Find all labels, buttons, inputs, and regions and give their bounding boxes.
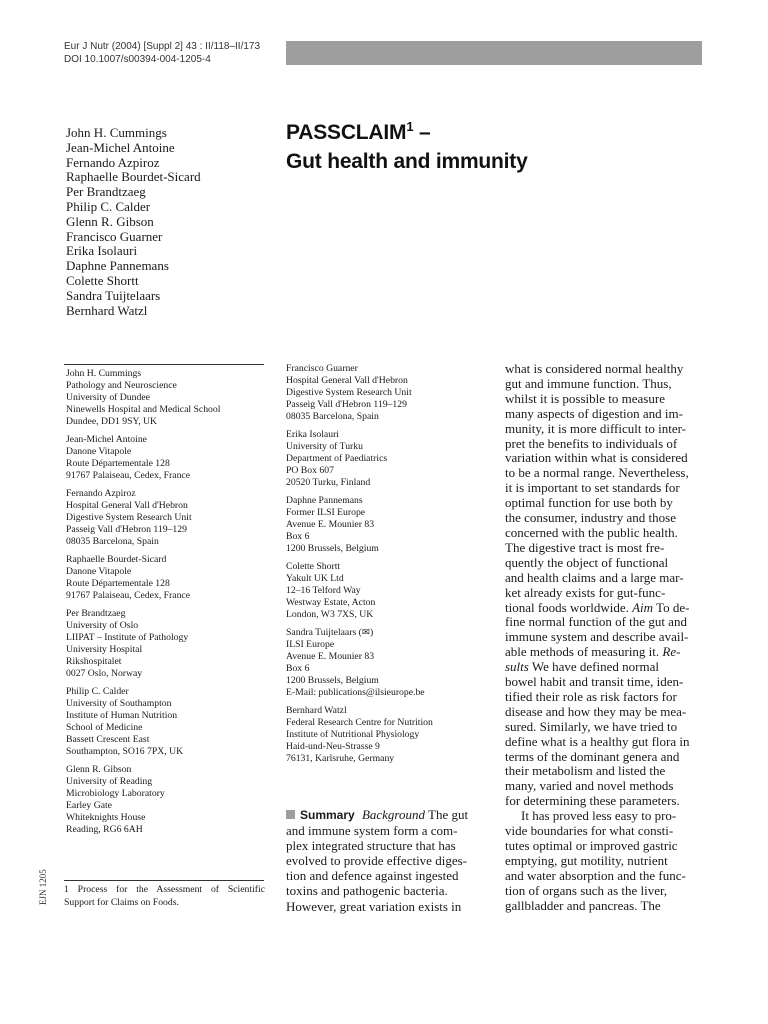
summary-square-icon	[286, 810, 295, 819]
affiliation-line: Former ILSI Europe	[286, 507, 366, 518]
affiliation	[66, 488, 276, 548]
author-name: Francisco Guarner	[66, 228, 163, 244]
affiliation-author: Jean-Michel Antoine	[66, 434, 147, 445]
affiliation-author: Glenn R. Gibson	[66, 764, 132, 775]
affiliation-author: Colette Shortt	[286, 561, 341, 572]
summary-line: evolved to provide effective diges-	[286, 853, 467, 869]
body-line: fine normal function of the gut and	[505, 614, 687, 630]
affiliation-line: 1200 Brussels, Belgium	[286, 543, 379, 554]
affiliation-line: Route Départementale 128	[66, 458, 170, 469]
affiliation	[286, 561, 486, 621]
affiliation-line: Digestive System Research Unit	[286, 387, 412, 398]
affiliation-line: 12–16 Telford Way	[286, 585, 361, 596]
affiliation-line: Institute of Nutritional Physiology	[286, 729, 420, 740]
author-name: Sandra Tuijtelaars	[66, 287, 161, 303]
affiliations-middle-column	[286, 363, 486, 771]
body-line: concerned with the public health.	[505, 524, 678, 540]
body-line: whilst it is possible to measure	[505, 390, 665, 406]
body-line: It has proved less easy to pro-	[521, 808, 677, 824]
article-title	[286, 118, 706, 176]
body-line: define what is a healthy gut flora in	[505, 733, 690, 749]
affiliation-line: Passeig Vall d'Hebron 119–129	[286, 399, 407, 410]
affiliation-line: 08035 Barcelona, Spain	[66, 536, 159, 547]
affiliation	[66, 554, 276, 602]
affiliation	[286, 705, 486, 765]
journal-line: Eur J Nutr (2004) [Suppl 2] 43 : II/118–II/173	[64, 41, 261, 52]
author-name: Philip C. Calder	[66, 198, 151, 214]
footnote	[64, 884, 265, 909]
affiliation-line: Pathology and Neuroscience	[66, 380, 177, 391]
body-line: pret the benefits to individuals of	[505, 435, 678, 451]
results-label: Re-	[662, 644, 681, 660]
affiliation-author: Francisco Guarner	[286, 363, 358, 374]
body-line: emptying, gut motility, nutrient	[505, 852, 668, 868]
affiliation-line: LIIPAT – Institute of Pathology	[66, 632, 189, 643]
affiliation-line: 1200 Brussels, Belgium	[286, 675, 379, 686]
body-line: bowel habit and transit time, iden-	[505, 674, 684, 690]
author-name: Jean-Michel Antoine	[66, 139, 175, 155]
journal-citation	[64, 40, 260, 66]
author-name: Bernhard Watzl	[66, 302, 148, 318]
header-bar	[286, 41, 702, 65]
body-line: gallbladder and pancreas. The	[505, 897, 661, 913]
body-line: many aspects of digestion and im-	[505, 405, 683, 421]
affiliation-line: Danone Vitapole	[66, 566, 132, 577]
affiliation	[66, 764, 276, 836]
affiliation-line: University of Southampton	[66, 698, 172, 709]
body-line: what is considered normal healthy	[505, 361, 684, 376]
body-line: their metabolism and listed the	[505, 763, 666, 779]
author-name: Per Brandtzaeg	[66, 184, 146, 200]
body-line: terms of the dominant genera and	[505, 748, 680, 764]
body-line: quently the object of functional	[505, 554, 669, 570]
affiliation	[286, 363, 486, 423]
body-line: and health claims and a large mar-	[505, 569, 684, 585]
affiliation-divider	[64, 364, 264, 365]
affiliation-line: Digestive System Research Unit	[66, 512, 192, 523]
body-line: immune system and describe avail-	[505, 629, 689, 645]
body-line: and water absorption and the func-	[505, 867, 686, 883]
footnote-line: Support for Claims on Foods.	[64, 896, 179, 908]
affiliation	[66, 686, 276, 758]
body-line: To de-	[653, 599, 690, 615]
footnote-divider	[64, 880, 264, 881]
body-line: it is important to set standards for	[505, 480, 680, 496]
affiliation-line: University of Dundee	[66, 392, 150, 403]
affiliation-line: Passeig Vall d'Hebron 119–129	[66, 524, 187, 535]
affiliation-author: Raphaelle Bourdet-Sicard	[66, 554, 167, 565]
affiliations-left-column	[66, 368, 276, 842]
body-line: ket already exists for gut-func-	[505, 584, 666, 600]
body-line: tified their role as risk factors for	[505, 688, 677, 704]
affiliation	[286, 429, 486, 489]
affiliation-line: University of Reading	[66, 776, 153, 787]
body-line: to be a normal range. Nevertheless,	[505, 465, 689, 481]
affiliation-author: Bernhard Watzl	[286, 705, 347, 716]
affiliation-line: Department of Paediatrics	[286, 453, 388, 464]
side-label: EJN 1205	[38, 869, 48, 905]
body-line: gut and immune function. Thus,	[505, 375, 672, 391]
affiliation-line: Reading, RG6 6AH	[66, 824, 143, 835]
affiliation-line: 76131, Karlsruhe, Germany	[286, 753, 395, 764]
affiliation-line: University of Turku	[286, 441, 363, 452]
affiliation-line: Yakult UK Ltd	[286, 573, 344, 584]
body-line: We have defined normal	[528, 659, 659, 675]
affiliation-line: 0027 Oslo, Norway	[66, 668, 143, 679]
doi-line: DOI 10.1007/s00394-004-1205-4	[64, 54, 211, 65]
affiliation	[66, 608, 276, 680]
author-name: Raphaelle Bourdet-Sicard	[66, 169, 201, 185]
affiliation-line: Microbiology Laboratory	[66, 788, 165, 799]
affiliation-line: Federal Research Centre for Nutrition	[286, 717, 433, 728]
affiliation-line: Rikshospitalet	[66, 656, 122, 667]
summary-background-label: Background	[361, 807, 426, 822]
affiliation	[286, 627, 486, 699]
affiliation-author: Sandra Tuijtelaars (✉)	[286, 627, 374, 638]
title-footnote-mark: 1	[406, 119, 414, 134]
author-name: John H. Cummings	[66, 125, 167, 140]
body-line: variation within what is considered	[505, 450, 688, 466]
author-name: Glenn R. Gibson	[66, 213, 154, 229]
affiliation-line: Whiteknights House	[66, 812, 146, 823]
body-line: munity, it is more difficult to inter-	[505, 420, 686, 436]
body-line: many, varied and novel methods	[505, 778, 674, 794]
affiliation-line: Bassett Crescent East	[66, 734, 150, 745]
affiliation-line: PO Box 607	[286, 465, 334, 476]
aim-label: Aim	[632, 599, 654, 615]
body-line: for determining these parameters.	[505, 793, 680, 809]
affiliation-line: Earley Gate	[66, 800, 112, 811]
summary-line: toxins and pathogenic bacteria.	[286, 883, 448, 899]
author-name: Daphne Pannemans	[66, 258, 169, 274]
body-line: optimal function for use both by	[505, 495, 673, 511]
affiliation-line: Box 6	[286, 663, 310, 674]
affiliation-line: Danone Vitapole	[66, 446, 132, 457]
affiliation-author: Erika Isolauri	[286, 429, 339, 440]
affiliation	[66, 434, 276, 482]
affiliation-author: Daphne Pannemans	[286, 495, 363, 506]
author-name: Colette Shortt	[66, 272, 139, 288]
body-line: tion of organs such as the liver,	[505, 882, 668, 898]
affiliation-author: John H. Cummings	[66, 368, 142, 379]
affiliation-line: ILSI Europe	[286, 639, 335, 650]
affiliation-line: School of Medicine	[66, 722, 143, 733]
affiliation-line: 08035 Barcelona, Spain	[286, 411, 379, 422]
body-line: vide boundaries for what consti-	[505, 823, 674, 839]
affiliation-line: Avenue E. Mounier 83	[286, 519, 375, 530]
body-line: tional foods worldwide.	[505, 599, 633, 615]
summary-line: However, great variation exists in	[286, 898, 462, 914]
title-dash: –	[413, 121, 431, 144]
summary-line: tion and defence against ingested	[286, 868, 459, 884]
affiliation-line: Hospital General Vall d'Hebron	[66, 500, 188, 511]
affiliation	[286, 495, 486, 555]
title-subtitle: Gut health and immunity	[286, 150, 528, 173]
body-line: able methods of measuring it.	[505, 644, 663, 660]
body-line: disease and how they may be mea-	[505, 703, 687, 719]
affiliation-line: University of Oslo	[66, 620, 139, 631]
body-line: sured. Similarly, we have tried to	[505, 718, 678, 734]
affiliation-line: London, W3 7XS, UK	[286, 609, 374, 620]
summary-label: Summary	[300, 808, 355, 822]
affiliation-line: Westway Estate, Acton	[286, 597, 376, 608]
affiliation-line[interactable]: E-Mail: publications@ilsieurope.be	[286, 687, 425, 698]
body-text-column	[505, 362, 705, 914]
affiliation-line: 91767 Palaiseau, Cedex, France	[66, 470, 191, 481]
affiliation-line: Southampton, SO16 7PX, UK	[66, 746, 184, 757]
body-line: the consumer, industry and those	[505, 510, 676, 526]
summary-block	[286, 807, 486, 914]
affiliation-line: 20520 Turku, Finland	[286, 477, 371, 488]
affiliation-author: Philip C. Calder	[66, 686, 129, 697]
affiliation-line: Dundee, DD1 9SY, UK	[66, 416, 158, 427]
body-line: The digestive tract is most fre-	[505, 539, 665, 555]
body-line: tutes optimal or improved gastric	[505, 838, 678, 853]
affiliation-line: Haid-und-Neu-Strasse 9	[286, 741, 380, 752]
author-list	[66, 126, 201, 318]
author-name: Fernando Azpiroz	[66, 154, 160, 170]
affiliation	[66, 368, 276, 428]
affiliation-line: University Hospital	[66, 644, 143, 655]
affiliation-author: Fernando Azpiroz	[66, 488, 136, 499]
results-label: sults	[505, 659, 529, 675]
affiliation-line: 91767 Palaiseau, Cedex, France	[66, 590, 191, 601]
affiliation-line: Route Départementale 128	[66, 578, 170, 589]
summary-line: and immune system form a com-	[286, 823, 458, 839]
affiliation-line: Institute of Human Nutrition	[66, 710, 178, 721]
summary-text: The gut	[425, 807, 469, 822]
author-name: Erika Isolauri	[66, 243, 138, 259]
affiliation-line: Box 6	[286, 531, 310, 542]
affiliation-line: Hospital General Vall d'Hebron	[286, 375, 408, 386]
summary-line: plex integrated structure that has	[286, 838, 456, 854]
title-main: PASSCLAIM	[286, 121, 407, 144]
affiliation-line: Avenue E. Mounier 83	[286, 651, 375, 662]
affiliation-line: Ninewells Hospital and Medical School	[66, 404, 221, 415]
affiliation-author: Per Brandtzaeg	[66, 608, 126, 619]
footnote-line: 1 Process for the Assessment of Scientific	[64, 884, 265, 895]
